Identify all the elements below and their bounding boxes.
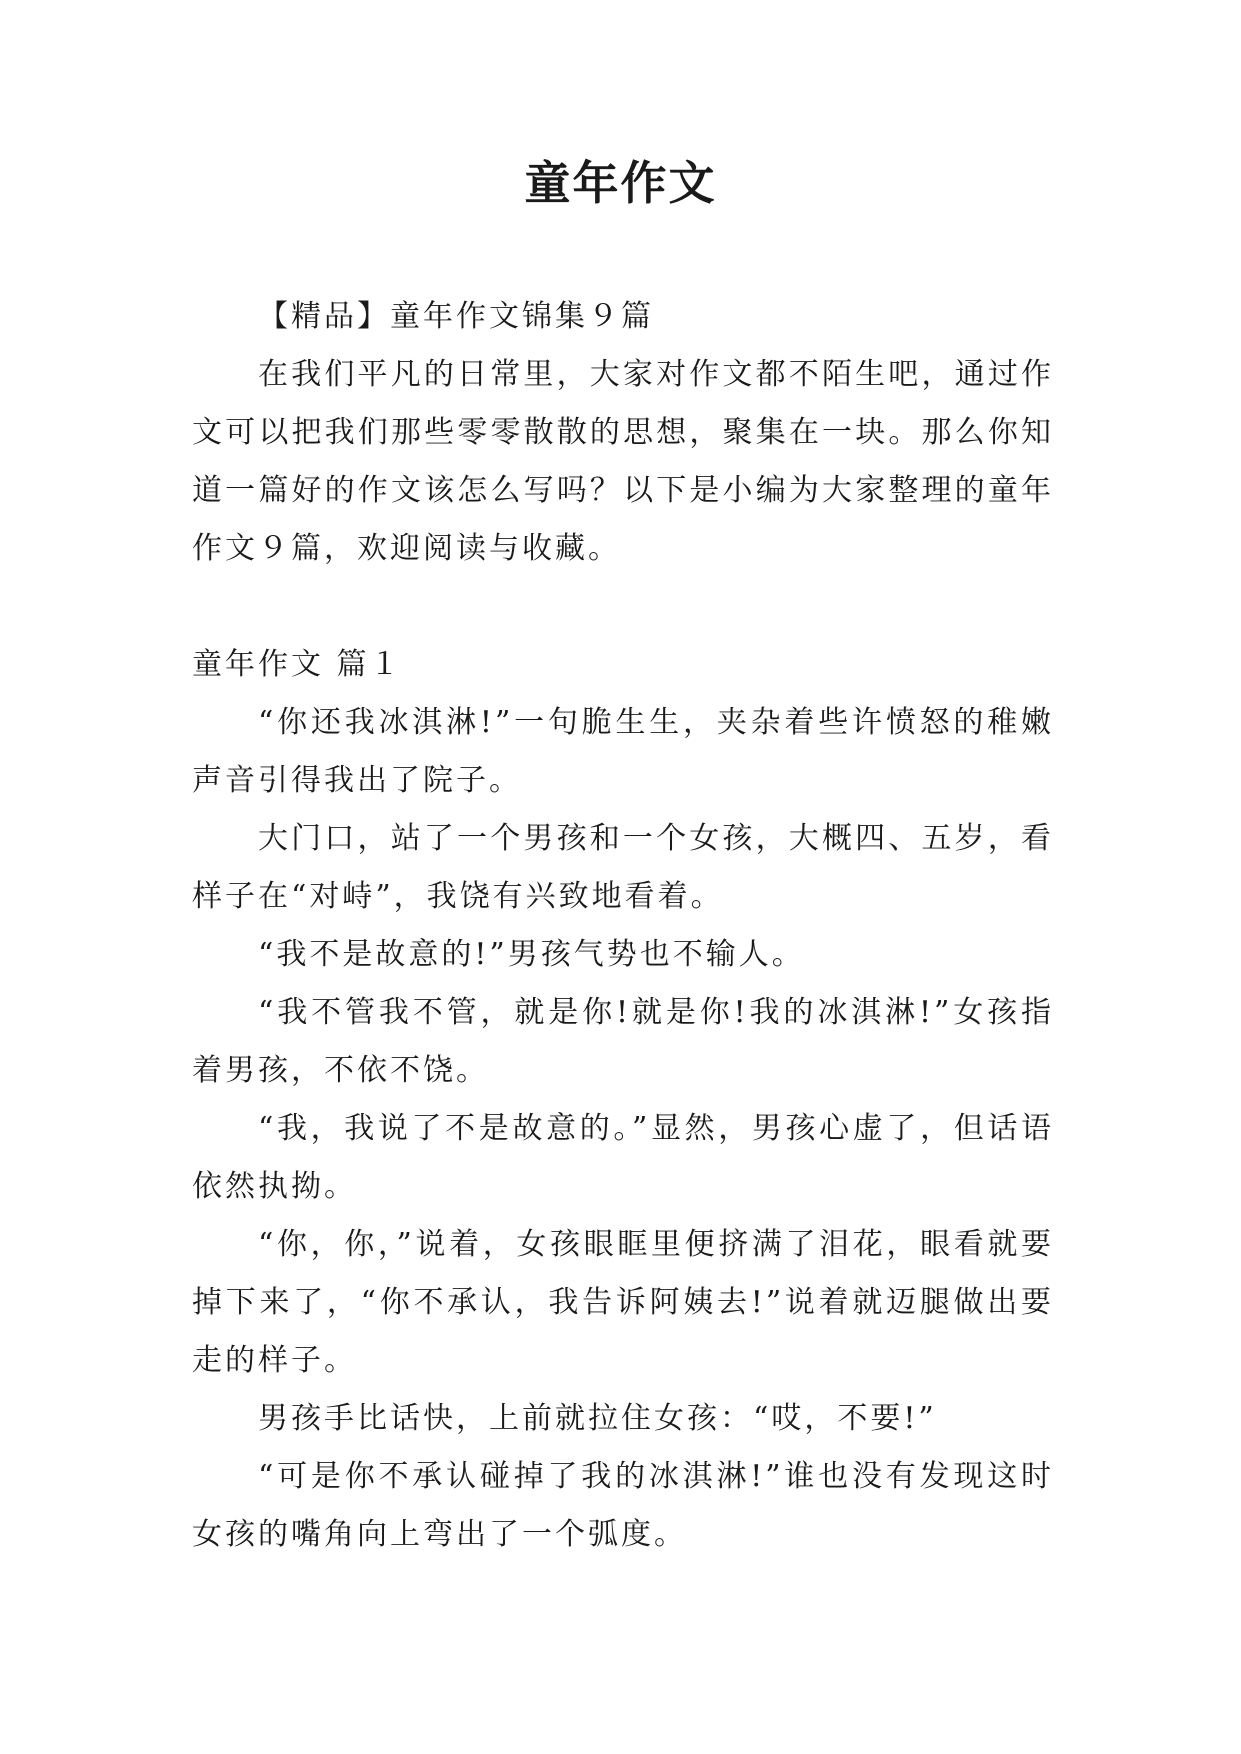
paragraph-gap bbox=[192, 578, 1054, 636]
section-heading: 童年作文 篇１ bbox=[192, 647, 403, 682]
intro-paragraph: 在我们平凡的日常里，大家对作文都不陌生吧，通过作文可以把我们那些零零散散的思想，聚集在一块。那么你知道一篇好的作文该怎么写吗？以下是小编为大家整理的童年作文９篇，欢迎阅读与收藏。 bbox=[192, 357, 1054, 566]
body-paragraph: “可是你不承认碰掉了我的冰淇淋!”谁也没有发现这时女孩的嘴角向上弯出了一个弧度。 bbox=[192, 1459, 1054, 1552]
body-paragraph: “我不是故意的!”男孩气势也不输人。 bbox=[258, 937, 805, 972]
document-subtitle: 【精品】童年作文锦集９篇 bbox=[258, 299, 654, 334]
body-paragraph: “我，我说了不是故意的。”显然，男孩心虚了，但话语依然执拗。 bbox=[192, 1111, 1054, 1204]
document-title: 童年作文 bbox=[524, 156, 717, 210]
document-body bbox=[192, 288, 1054, 1564]
body-paragraph: “我不管我不管，就是你!就是你!我的冰淇淋!”女孩指着男孩，不依不饶。 bbox=[192, 995, 1054, 1088]
body-paragraph: 男孩手比话快，上前就拉住女孩：“哎，不要!” bbox=[258, 1401, 937, 1436]
body-paragraph: “你还我冰淇淋!”一句脆生生，夹杂着些许愤怒的稚嫩声音引得我出了院子。 bbox=[192, 705, 1054, 798]
body-paragraph: “你，你，”说着，女孩眼眶里便挤满了泪花，眼看就要掉下来了，“你不承认，我告诉阿姨去!”说着就迈腿做出要走的样子。 bbox=[192, 1227, 1054, 1378]
body-paragraph: 大门口，站了一个男孩和一个女孩，大概四、五岁，看样子在“对峙”，我饶有兴致地看着。 bbox=[192, 821, 1054, 914]
